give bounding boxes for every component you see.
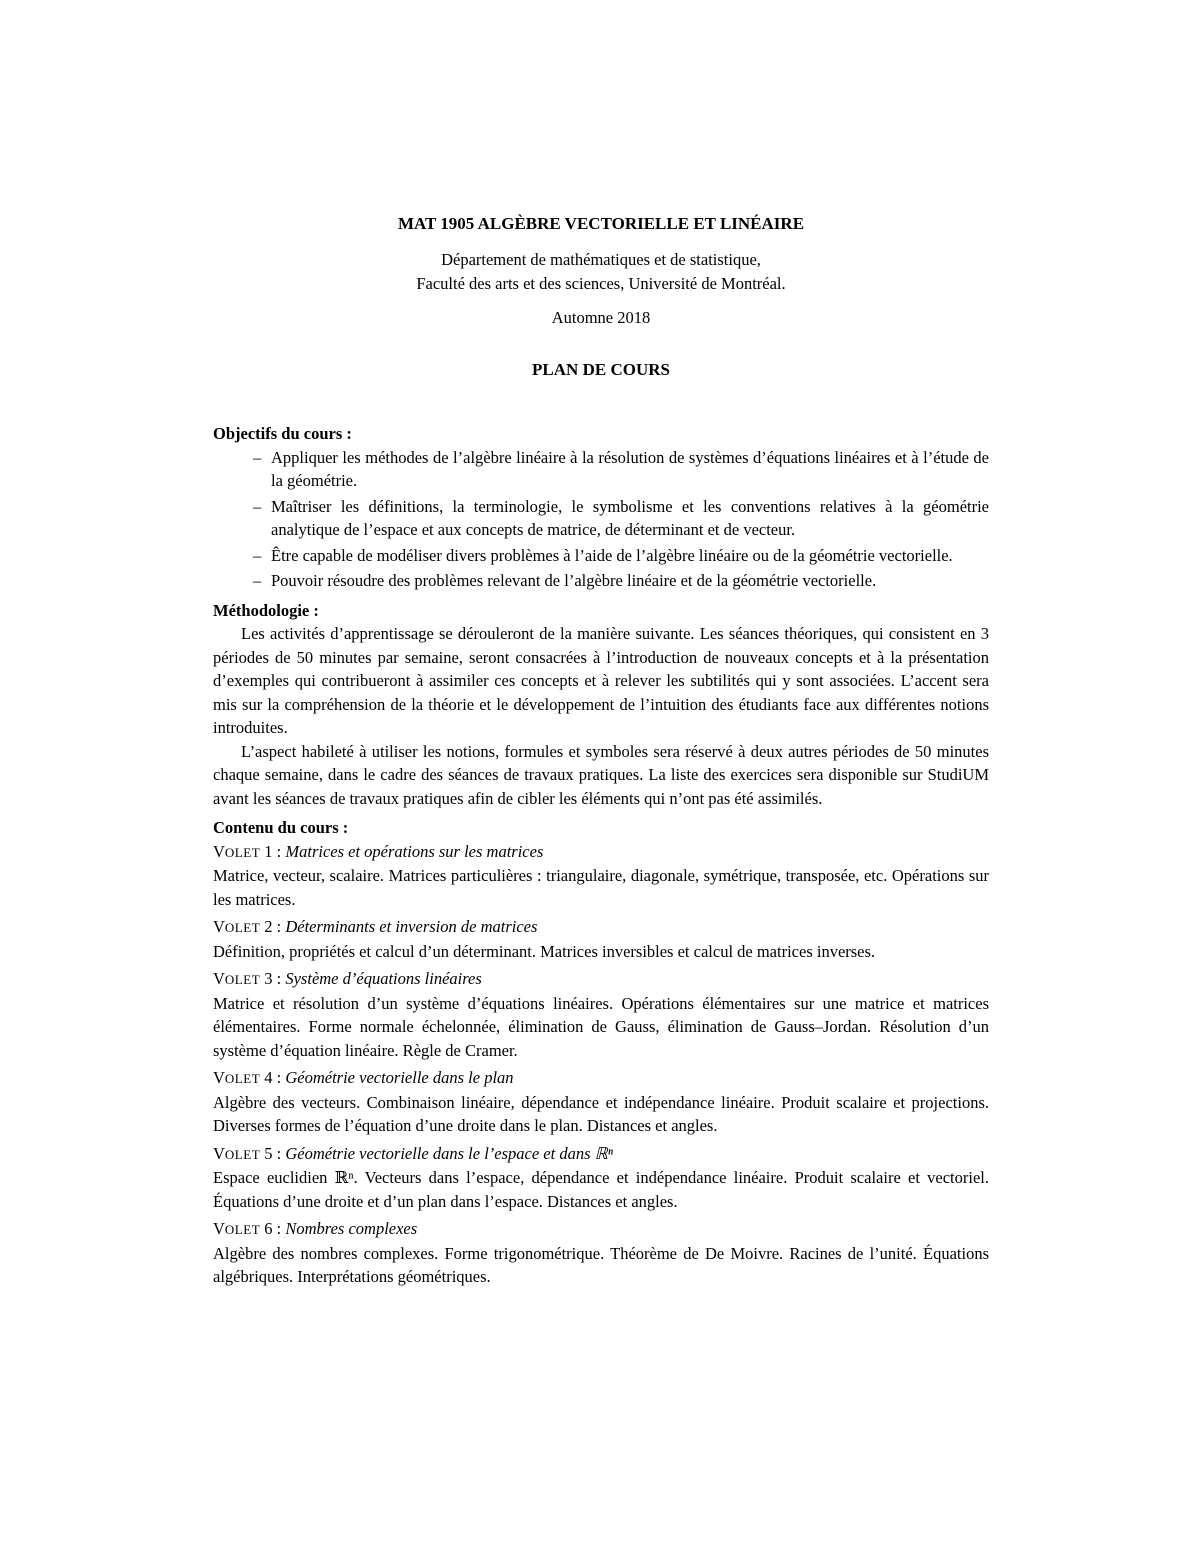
volet-number: 6 xyxy=(264,1219,273,1238)
objectives-list xyxy=(213,446,989,593)
objective-item xyxy=(213,544,989,568)
course-title: MAT 1905 ALGÈBRE VECTORIELLE ET LINÉAIRE xyxy=(397,214,805,233)
volet-section xyxy=(213,1217,989,1289)
volet-topic: Géométrie vectorielle dans le l’espace et dans ℝⁿ xyxy=(285,1143,613,1163)
volet-title: VOLET 2 : Déterminants et inversion de matrices xyxy=(213,917,538,936)
department-line-2: Faculté des arts et des sciences, Université de Montréal. xyxy=(416,273,786,293)
methodology-heading: Méthodologie : xyxy=(213,600,319,620)
plan-heading: PLAN DE COURS xyxy=(532,359,670,379)
volet-body: Matrice, vecteur, scalaire. Matrices particulières : triangulaire, diagonale, symétrique, transposée, etc. Opérations sur les matrices. xyxy=(213,866,989,909)
volet-body: Matrice et résolution d’un système d’équations linéaires. Opérations élémentaires sur une matrice et matrices élémentaires. Forme normale échelonnée, élimination de Gauss, élimination de Gauss–Jordan. Résolution d’un système d’équation linéaire. Règle de Cramer. xyxy=(213,993,989,1060)
objective-item xyxy=(213,495,989,542)
objective-item xyxy=(213,446,989,493)
volet-number: 3 xyxy=(264,969,273,988)
volet-number: 5 xyxy=(264,1143,273,1163)
volet-topic: Déterminants et inversion de matrices xyxy=(285,917,538,936)
dash-bullet: – xyxy=(253,545,262,565)
objective-text: Maîtriser les définitions, la terminologie, le symbolisme et les conventions relatives à la géométrie analytique de l’espace et aux concepts de matrice, de déterminant et de vecteur. xyxy=(271,496,989,539)
volet-title: VOLET 6 : Nombres complexes xyxy=(213,1219,418,1238)
volet-body: Espace euclidien ℝⁿ. Vecteurs dans l’espace, dépendance et indépendance linéaire. Produit scalaire et vectoriel. Équations d’une droite et d’un plan dans l’espace. Distances et angles. xyxy=(213,1168,989,1211)
volet-title: VOLET 4 : Géométrie vectorielle dans le plan xyxy=(213,1068,514,1087)
methodology-paragraph: Les activités d’apprentissage se dérouleront de la manière suivante. Les séances théoriques, qui consistent en 3 périodes de 50 minutes par semaine, seront consacrées à l’introduction de nouveaux concepts et à la présentation d’exemples qui contribueront à assimiler ces concepts et à relever les subtilités qui y sont associées. L’accent sera mis sur la compréhension de la théorie et le développement de l’intuition des étudiants face aux différentes notions introduites. xyxy=(213,624,989,737)
document-page xyxy=(213,212,989,1293)
volet-number: 4 xyxy=(264,1068,273,1087)
volet-number: 1 xyxy=(264,841,273,861)
volet-title: VOLET 3 : Système d’équations linéaires xyxy=(213,969,482,988)
department-line-1: Département de mathématiques et de statistique, xyxy=(441,250,761,269)
volet-topic: Système d’équations linéaires xyxy=(285,969,482,988)
volet-section xyxy=(213,1142,989,1214)
volet-topic: Géométrie vectorielle dans le plan xyxy=(285,1068,514,1087)
dash-bullet: – xyxy=(253,571,262,590)
volet-number: 2 xyxy=(264,917,273,936)
dash-bullet: – xyxy=(253,496,262,516)
volet-section xyxy=(213,915,989,963)
objective-text: Être capable de modéliser divers problèmes à l’aide de l’algèbre linéaire ou de la géométrie vectorielle. xyxy=(271,545,953,565)
volet-topic: Matrices et opérations sur les matrices xyxy=(285,841,544,861)
objective-item xyxy=(213,569,989,593)
volet-body: Définition, propriétés et calcul d’un déterminant. Matrices inversibles et calcul de matrices inverses. xyxy=(213,941,876,961)
volet-topic: Nombres complexes xyxy=(285,1219,418,1238)
volet-title: VOLET 5 : Géométrie vectorielle dans le l’espace et dans ℝⁿ xyxy=(213,1143,613,1163)
objective-text: Pouvoir résoudre des problèmes relevant de l’algèbre linéaire et de la géométrie vectorielle. xyxy=(271,571,877,590)
volet-body: Algèbre des nombres complexes. Forme trigonométrique. Théorème de De Moivre. Racines de l’unité. Équations algébriques. Interprétations géométriques. xyxy=(213,1243,989,1286)
volet-title: VOLET 1 : Matrices et opérations sur les matrices xyxy=(213,841,544,861)
course-season: Automne 2018 xyxy=(551,308,651,327)
objectives-heading: Objectifs du cours : xyxy=(213,424,352,443)
volet-section xyxy=(213,967,989,1062)
volet-section xyxy=(213,840,989,912)
volet-body: Algèbre des vecteurs. Combinaison linéaire, dépendance et indépendance linéaire. Produit scalaire et projections. Diverses formes de l’équation d’une droite dans le plan. Distances et angles. xyxy=(213,1092,989,1135)
content-heading: Contenu du cours : xyxy=(213,818,349,837)
methodology-paragraph: L’aspect habileté à utiliser les notions, formules et symboles sera réservé à deux autres périodes de 50 minutes chaque semaine, dans le cadre des séances de travaux pratiques. La liste des exercices sera disponible sur StudiUM avant les séances de travaux pratiques afin de cibler les éléments qui n’ont pas été assimilés. xyxy=(213,741,989,808)
dash-bullet: – xyxy=(253,447,262,467)
volet-section xyxy=(213,1066,989,1138)
objective-text: Appliquer les méthodes de l’algèbre linéaire à la résolution de systèmes d’équations linéaires et à l’étude de la géométrie. xyxy=(271,447,989,490)
